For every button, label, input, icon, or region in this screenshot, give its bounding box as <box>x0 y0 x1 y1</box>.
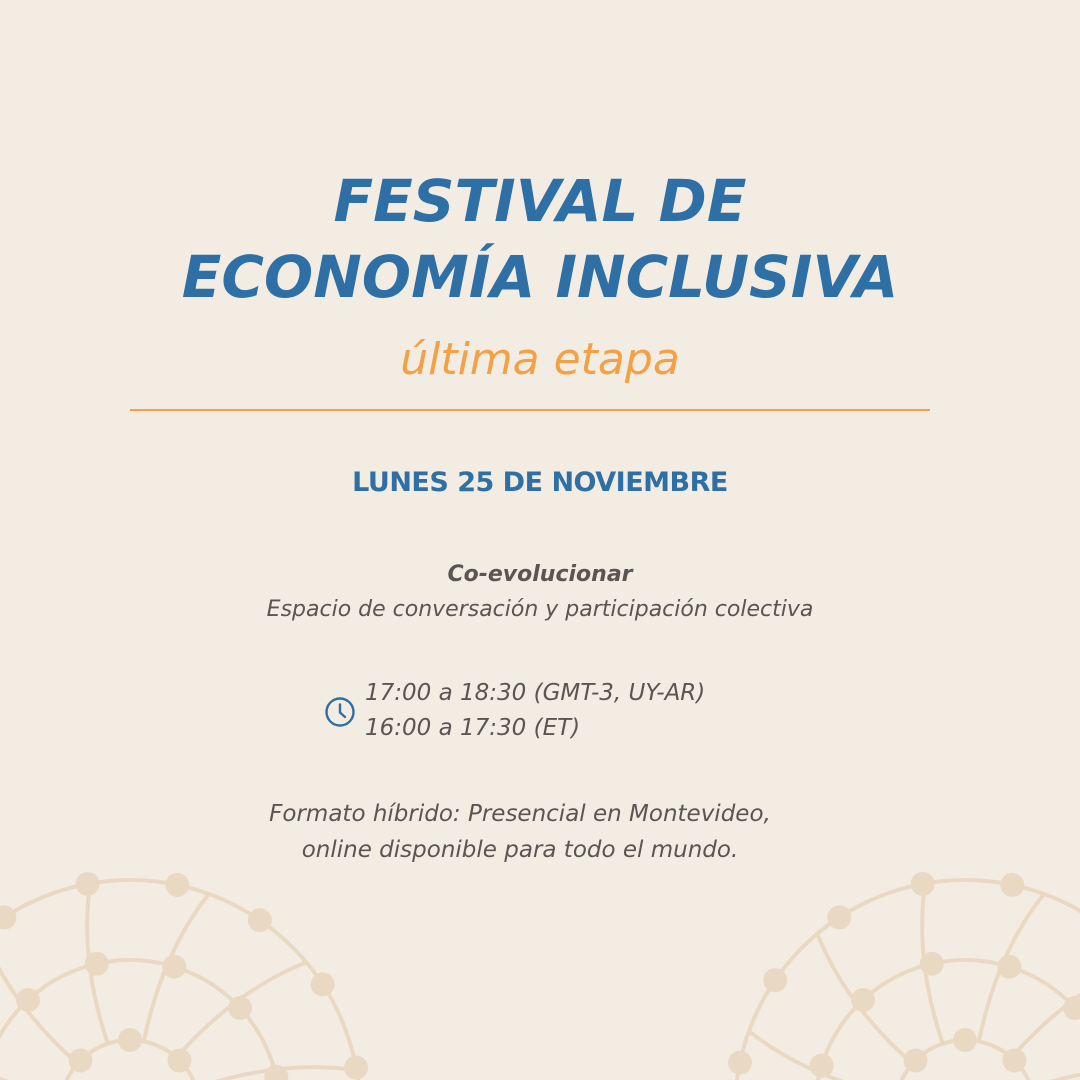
session-title: Co-evolucionar <box>447 562 633 587</box>
clock-icon <box>324 696 356 728</box>
title-divider <box>130 409 930 411</box>
event-date: LUNES 25 DE NOVIEMBRE <box>352 467 728 498</box>
format-line-2: online disponible para todo el mundo. <box>301 837 739 863</box>
time-et: 16:00 a 17:30 (ET) <box>365 715 581 741</box>
stage-subtitle: última etapa <box>400 334 680 385</box>
time-local: 17:00 a 18:30 (GMT-3, UY-AR) <box>365 680 706 706</box>
session-description: Espacio de conversación y participación colectiva <box>266 597 814 622</box>
format-line-1: Formato híbrido: Presencial en Montevideo, <box>269 801 771 827</box>
festival-title-line-2: ECONOMÍA INCLUSIVA <box>181 243 899 311</box>
festival-title-line-1: FESTIVAL DE <box>333 167 747 235</box>
event-format <box>0 796 1040 868</box>
schedule-block <box>324 676 705 746</box>
